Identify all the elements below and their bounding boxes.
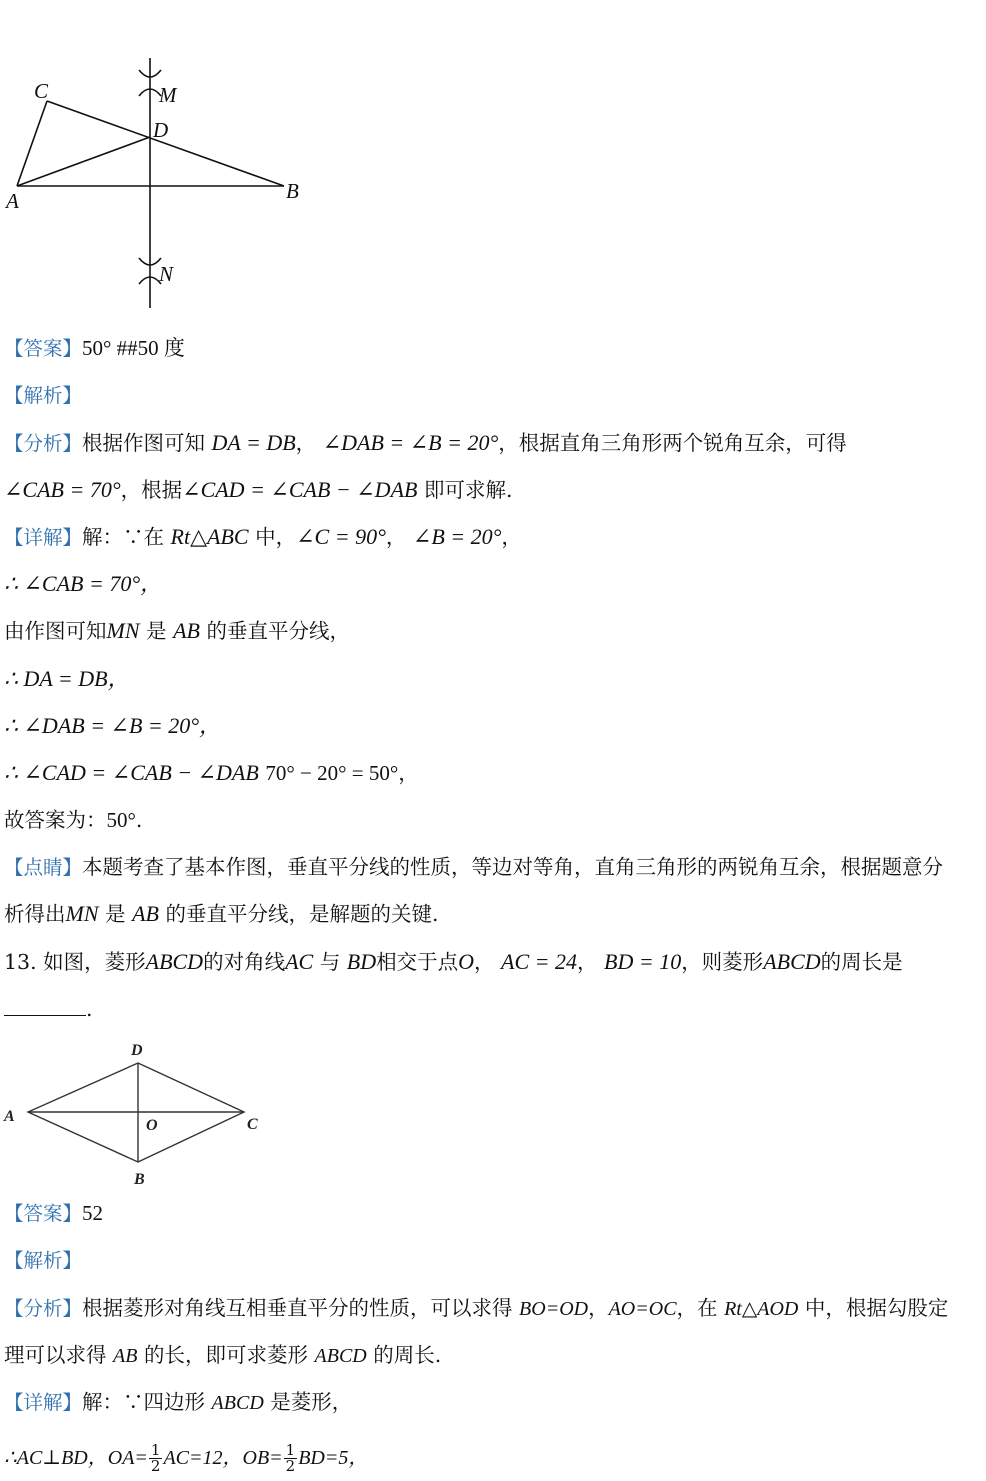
math: DA = DB (211, 430, 296, 455)
xiangjie-line-6 (4, 760, 980, 786)
analysis-tag: 【解析】 (4, 384, 83, 407)
math: ∴AC⊥BD (4, 1447, 88, 1469)
label-n: N (159, 262, 174, 286)
xiangjie-13-line-2 (4, 1438, 980, 1477)
text: 的垂直平分线， (206, 619, 350, 643)
answer-value: 52 (82, 1201, 104, 1225)
text: 与 (319, 950, 341, 974)
math: O (458, 949, 474, 974)
text: 相交于点 (376, 950, 459, 974)
math-numeric: 50° (106, 808, 136, 832)
text: 的周长是 (820, 950, 903, 974)
label-d: D (153, 118, 169, 142)
text: ， (588, 1296, 609, 1320)
fraction-one-half (149, 1443, 163, 1474)
text: . (135, 808, 143, 832)
text: 的垂直平分线，是解题的关键. (165, 902, 439, 926)
xiangjie-line-2: ∴ ∠CAB = 70°， (4, 571, 163, 596)
math: Rt△ABC (170, 524, 249, 549)
math: ∠C = 90° (296, 524, 386, 549)
text: 13. 如图，菱形 (4, 950, 146, 974)
math-numeric: 70° − 20° = 50° (265, 761, 399, 785)
math: AC=12，OB= (163, 1447, 283, 1469)
numerator: 1 (285, 1441, 296, 1459)
math: ∠CAD = ∠CAB − ∠DAB (182, 477, 418, 502)
denominator: 2 (150, 1457, 161, 1475)
math: MN (106, 618, 140, 643)
answer-line-13 (4, 1200, 980, 1227)
text: ，则菱形 (681, 950, 764, 974)
label-o: O (146, 1117, 158, 1134)
text: 的对角线 (203, 950, 286, 974)
xiangjie-13-line-1 (4, 1389, 980, 1416)
math: ，OA= (87, 1447, 148, 1469)
text: 本题考查了基本作图，垂直平分线的性质，等边对等角，直角三角形的两锐角互余，根据题意分 (82, 855, 944, 879)
denominator: 2 (285, 1457, 296, 1475)
math: AO=OC (608, 1298, 677, 1320)
fenxi-tag: 【分析】 (4, 432, 83, 455)
math: AC = 24 (501, 949, 577, 974)
text: 由作图可知 (4, 619, 107, 643)
dianjing-line-2 (4, 901, 980, 927)
fenxi-line-2 (4, 477, 980, 503)
xiangjie-line-4: ∴ DA = DB， (4, 666, 130, 691)
label-c: C (34, 79, 49, 103)
math: ABCD (211, 1392, 264, 1414)
analysis-heading-13 (4, 1247, 980, 1274)
math: MN (65, 901, 99, 926)
text: ， (473, 950, 495, 974)
xiangjie-line-5: ∴ ∠DAB = ∠B = 20°， (4, 713, 222, 738)
text: 理可以求得 (4, 1343, 107, 1367)
fenxi-13-line-2 (4, 1342, 980, 1369)
text: 析得出 (4, 902, 66, 926)
text: ， (398, 761, 419, 785)
text: ， (295, 431, 317, 455)
label-c: C (247, 1116, 258, 1133)
figure-rhombus (0, 1036, 280, 1196)
math: BD = 10 (604, 949, 682, 974)
text: 的周长. (373, 1343, 442, 1367)
text: 是菱形， (270, 1390, 353, 1414)
text: ， (501, 525, 522, 549)
figure-perpendicular-bisector (0, 50, 320, 315)
segment-ad (17, 137, 150, 186)
answer-blank (4, 997, 86, 1016)
answer-line-12 (4, 335, 980, 362)
math: AB (113, 1345, 138, 1367)
xiangjie-tag: 【详解】 (4, 526, 83, 549)
label-b: B (286, 179, 299, 203)
text: ，根据直角三角形两个锐角互余，可得 (498, 431, 847, 455)
math: ∠B = 20° (412, 524, 502, 549)
analysis-heading-12 (4, 382, 980, 409)
math: BD=5， (298, 1447, 369, 1469)
label-m: M (159, 83, 177, 107)
text: 解：∵在 (82, 525, 165, 549)
question-13-blank-line (4, 996, 980, 1022)
text: . (86, 997, 93, 1021)
text: 根据作图可知 (82, 431, 206, 455)
fenxi-tag: 【分析】 (4, 1297, 83, 1320)
fenxi-13-line-1 (4, 1295, 980, 1322)
fenxi-line-1 (4, 430, 980, 457)
text: 故答案为： (4, 808, 107, 832)
segment-ca (17, 101, 47, 186)
math: AB (132, 901, 159, 926)
answer-tag: 【答案】 (4, 337, 83, 360)
text: ，在 (676, 1296, 718, 1320)
segment-cb (47, 101, 284, 186)
label-a: A (4, 1108, 15, 1125)
dianjing-tag: 【点睛】 (4, 856, 83, 879)
text: 中， (255, 525, 297, 549)
text: ， (385, 525, 407, 549)
text: 的长，即可求菱形 (144, 1343, 308, 1367)
label-b: B (134, 1171, 145, 1188)
numerator: 1 (150, 1441, 161, 1459)
analysis-tag: 【解析】 (4, 1249, 83, 1272)
math: ∠DAB = ∠B = 20° (322, 430, 499, 455)
question-13-stem (4, 949, 980, 975)
math: ABCD (763, 949, 821, 974)
xiangjie-line-1 (4, 524, 980, 551)
fraction-one-half (284, 1443, 298, 1474)
math: BD (346, 949, 377, 974)
dianjing-line-1 (4, 854, 980, 881)
answer-value: 50° ##50 度 (82, 336, 185, 360)
text: 是 (146, 619, 167, 643)
text: 解：∵四边形 (82, 1390, 206, 1414)
text: 根据菱形对角线互相垂直平分的性质，可以求得 (82, 1296, 513, 1320)
label-d: D (131, 1042, 143, 1059)
math: AC (285, 949, 314, 974)
text: ， (576, 950, 598, 974)
math: Rt△AOD (724, 1298, 799, 1320)
math: ∠CAB = 70° (4, 477, 121, 502)
text: 中，根据勾股定 (804, 1296, 949, 1320)
math: ∴ ∠CAD = ∠CAB − ∠DAB (4, 760, 259, 785)
xiangjie-line-7 (4, 807, 980, 833)
xiangjie-line-3 (4, 618, 980, 644)
text: 即可求解. (423, 478, 513, 502)
label-a: A (6, 189, 19, 213)
math: AB (173, 618, 200, 643)
xiangjie-tag: 【详解】 (4, 1391, 83, 1414)
math: ABCD (314, 1345, 367, 1367)
answer-tag: 【答案】 (4, 1202, 83, 1225)
text: ，根据 (120, 478, 183, 502)
math: ABCD (145, 949, 204, 974)
math: BO=OD (519, 1298, 589, 1320)
text: 是 (105, 902, 126, 926)
